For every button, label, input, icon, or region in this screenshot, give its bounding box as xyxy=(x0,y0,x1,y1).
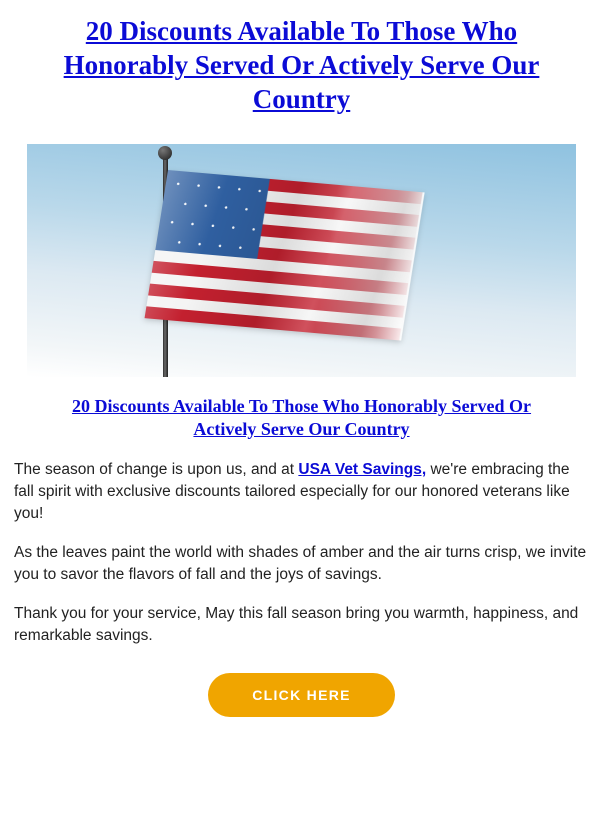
flag-image xyxy=(27,144,576,377)
body-copy xyxy=(14,459,589,647)
paragraph-1-text-before: The season of change is upon us, and at xyxy=(14,461,299,478)
subheadline-link[interactable]: 20 Discounts Available To Those Who Honorably Served Or Actively Serve Our Country xyxy=(71,396,532,439)
usa-vet-savings-link[interactable]: USA Vet Savings, xyxy=(298,461,427,478)
email-body xyxy=(0,14,603,818)
paragraph-1-text-after: we're embracing the fall spirit with exclusive discounts tailored especially for our honored veterans like you! xyxy=(14,461,570,522)
page-title[interactable]: 20 Discounts Available To Those Who Honorably Served Or Actively Serve Our Country xyxy=(63,16,540,114)
cta-container xyxy=(14,673,589,717)
click-here-button[interactable]: CLICK HERE xyxy=(208,673,395,717)
paragraph-3: Thank you for your service, May this fall season bring you warmth, happiness, and remarkable savings. xyxy=(14,605,579,644)
paragraph-1 xyxy=(14,459,589,525)
hero-image-container xyxy=(14,144,589,377)
paragraph-2: As the leaves paint the world with shades of amber and the air turns crisp, we invite you to savor the flavors of fall and the joys of savings. xyxy=(14,544,587,583)
flag-canton xyxy=(155,170,269,259)
flag-pole-finial-icon xyxy=(158,146,172,160)
american-flag-icon xyxy=(145,170,423,340)
